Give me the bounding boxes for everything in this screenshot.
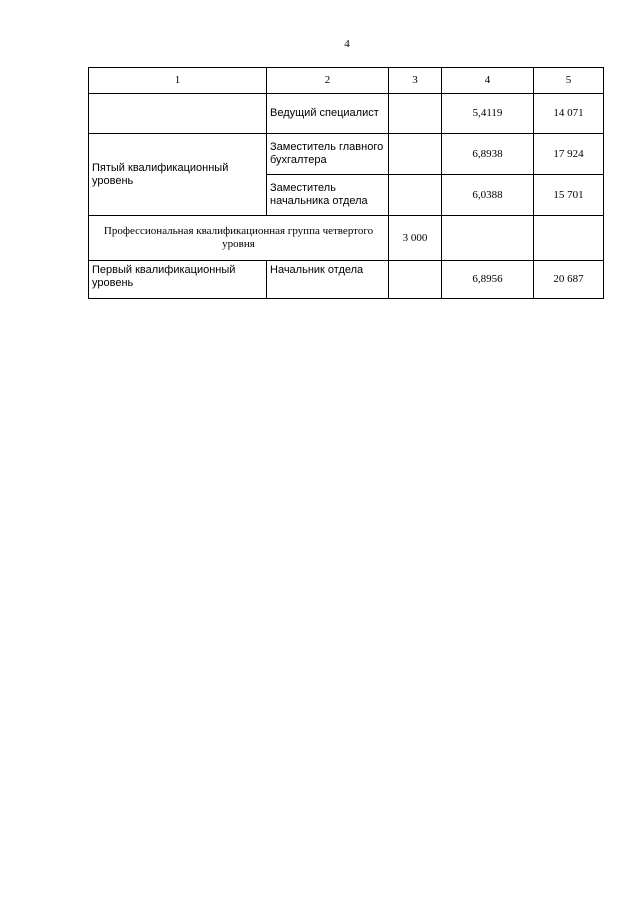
position-cell: Ведущий специалист <box>267 94 389 134</box>
coefficient-cell: 5,4119 <box>442 94 534 134</box>
salary-cell: 17 924 <box>534 134 604 175</box>
coefficient-cell <box>442 216 534 261</box>
qualification-level-cell <box>89 94 267 134</box>
position-cell: Заместитель начальника отдела <box>267 175 389 216</box>
table-row <box>89 216 604 261</box>
header-cell: 3 <box>389 68 442 94</box>
salary-cell: 14 071 <box>534 94 604 134</box>
salary-table <box>88 67 604 299</box>
page-number: 4 <box>344 38 350 50</box>
base-salary-cell <box>389 175 442 216</box>
position-cell: Заместитель главного бухгалтера <box>267 134 389 175</box>
base-salary-cell <box>389 94 442 134</box>
header-cell: 4 <box>442 68 534 94</box>
qualification-level-cell: Пятый квалификационный уровень <box>89 134 267 216</box>
base-salary-cell <box>389 134 442 175</box>
coefficient-cell: 6,8938 <box>442 134 534 175</box>
salary-cell: 15 701 <box>534 175 604 216</box>
table-row <box>89 134 604 175</box>
coefficient-cell: 6,0388 <box>442 175 534 216</box>
coefficient-cell: 6,8956 <box>442 261 534 299</box>
header-cell: 1 <box>89 68 267 94</box>
table-row <box>89 94 604 134</box>
base-salary-cell: 3 000 <box>389 216 442 261</box>
salary-cell <box>534 216 604 261</box>
table-header-row <box>89 68 604 94</box>
salary-cell: 20 687 <box>534 261 604 299</box>
professional-group-cell: Профессиональная квалификационная группа четвертого уровня <box>89 216 389 261</box>
base-salary-cell <box>389 261 442 299</box>
qualification-level-cell: Первый квалификационный уровень <box>89 261 267 299</box>
position-cell: Начальник отдела <box>267 261 389 299</box>
header-cell: 2 <box>267 68 389 94</box>
table-row <box>89 261 604 299</box>
header-cell: 5 <box>534 68 604 94</box>
